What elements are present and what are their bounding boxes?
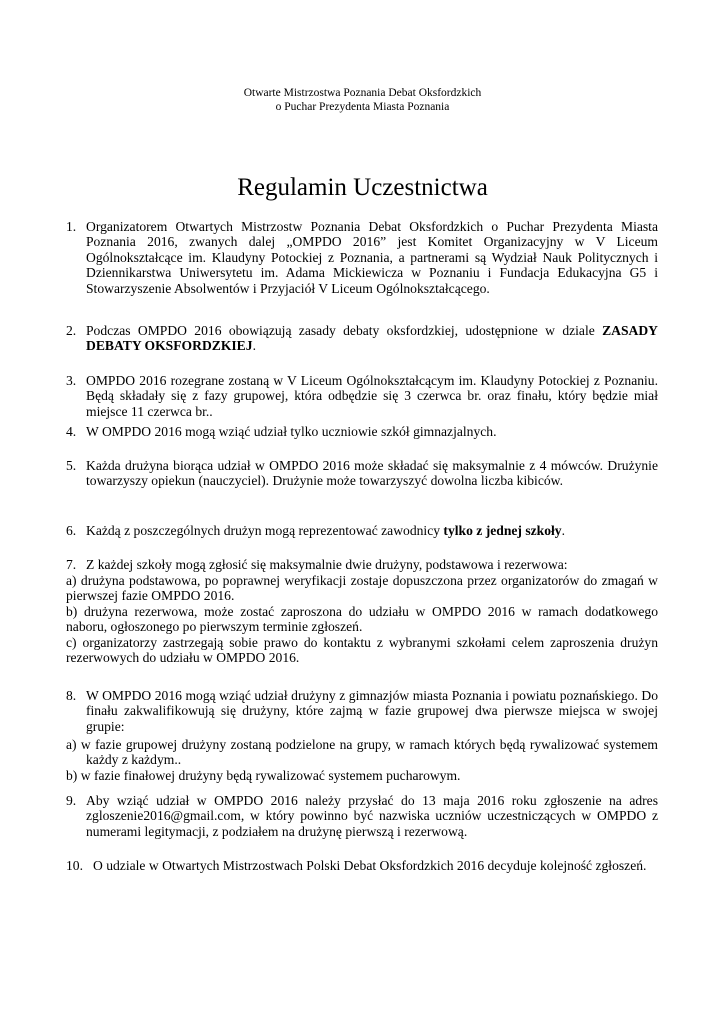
rule-number: 7. bbox=[66, 557, 77, 572]
rule-text: Każda drużyna biorąca udział w OMPDO 2016 może składać się maksymalnie z 4 mówców. Drużynie towarzyszy opiekun (nauczyciel). Drużynie może towarzyszyć dowolna liczba kibiców. bbox=[86, 458, 658, 489]
rule-text-part: . bbox=[561, 523, 566, 538]
rule-item-1 bbox=[66, 219, 658, 296]
header-line-1: Otwarte Mistrzostwa Poznania Debat Oksfordzkich bbox=[243, 87, 482, 99]
rule-7-subpoint-b: b) drużyna rezerwowa, może zostać zaproszona do udziału w OMPDO 2016 w ramach dodatkowego naboru, ogłoszonego po pierwszym terminie zgłoszeń. bbox=[66, 603, 658, 635]
rule-number: 6. bbox=[66, 523, 77, 538]
rule-text-part: . bbox=[252, 338, 256, 354]
rule-number: 9. bbox=[66, 793, 77, 808]
rule-number: 1. bbox=[66, 219, 77, 234]
rule-item-4 bbox=[66, 424, 658, 439]
rule-text-part: Każdą z poszczególnych drużyn mogą reprezentować zawodnicy bbox=[86, 523, 444, 538]
rule-text-bold: ZASADY DEBATY OKSFORDZKIEJ bbox=[86, 323, 658, 354]
rule-item-8 bbox=[66, 688, 658, 734]
rule-text: Aby wziąć udział w OMPDO 2016 należy przysłać do 13 maja 2016 roku zgłoszenie na adres zgloszenie2016@gmail.com, w który powinno być nazwiska uczniów uczestniczących w OMPDO z numerami legitymacji, z podziałem na drużynę pierwszą i rezerwową. bbox=[86, 793, 658, 839]
rule-number: 2. bbox=[66, 323, 77, 338]
rule-item-10 bbox=[66, 858, 658, 873]
header-line-2: o Puchar Prezydenta Miasta Poznania bbox=[275, 101, 450, 113]
rule-item-3 bbox=[66, 373, 658, 419]
rule-number: 8. bbox=[66, 688, 77, 703]
rule-text: Z każdej szkoły mogą zgłosić się maksymalnie dwie drużyny, podstawowa i rezerwowa: bbox=[86, 557, 568, 572]
rule-8-subpoints bbox=[66, 737, 658, 783]
rule-text-bold: tylko z jednej szkoły bbox=[443, 523, 562, 538]
rule-item-6 bbox=[66, 523, 658, 538]
rule-item-5 bbox=[66, 458, 658, 489]
rule-text-part: Podczas OMPDO 2016 obowiązują zasady debaty oksfordzkiej, udostępnione w dziale bbox=[86, 323, 603, 338]
rule-text bbox=[86, 323, 658, 354]
rule-text: Organizatorem Otwartych Mistrzostw Poznania Debat Oksfordzkich o Puchar Prezydenta Miasta Poznania 2016, zwanych dalej „OMPDO 2016” jest Komitet Organizacyjny w V Liceum Ogólnokształcące im. Klaudyny Potockiej z Poznania, a partnerami są Wydział Nauk Politycznych i Dziennikarstwa Uniwersytetu im. Adama Mickiewicza w Poznaniu i Fundacja Edukacyjna G5 i Stowarzyszenie Absolwentów i Przyjaciół V Liceum Ogólnokształcącego. bbox=[86, 219, 658, 296]
rule-item-7 bbox=[66, 557, 658, 572]
rule-text: O udziale w Otwartych Mistrzostwach Polski Debat Oksfordzkich 2016 decyduje kolejność zgłoszeń. bbox=[93, 858, 647, 873]
rule-7-subpoint-c: c) organizatorzy zastrzegają sobie prawo do kontaktu z wybranymi szkołami celem zaproszenia drużyn rezerwowych do udziału w OMPDO 2016. bbox=[66, 634, 658, 666]
rule-item-2 bbox=[66, 323, 658, 354]
rule-text: W OMPDO 2016 mogą wziąć udział tylko uczniowie szkół gimnazjalnych. bbox=[86, 424, 497, 439]
rule-8-subpoint-b: b) w fazie finałowej drużyny będą rywalizować systemem pucharowym. bbox=[66, 767, 461, 783]
rule-number: 10. bbox=[66, 858, 83, 873]
rule-8-subpoint-a: a) w fazie grupowej drużyny zostaną podzielone na grupy, w ramach których będą rywalizować systemem każdy z każdym.. bbox=[66, 737, 658, 768]
rule-7-subpoints bbox=[66, 573, 658, 665]
rule-item-9 bbox=[66, 793, 658, 839]
rule-text bbox=[86, 523, 658, 538]
rule-number: 5. bbox=[66, 458, 77, 473]
rule-text: OMPDO 2016 rozegrane zostaną w V Liceum Ogólnokształcącym im. Klaudyny Potockiej z Poznaniu. Będą składały się z fazy grupowej, która odbędzie się 3 czerwca br. oraz finału, który będzie miał miejsce 11 czerwca br.. bbox=[86, 373, 658, 419]
rule-text: W OMPDO 2016 mogą wziąć udział drużyny z gimnazjów miasta Poznania i powiatu poznańskiego. Do finału zakwalifikowują się drużyny, które zajmą w fazie grupowej dwa pierwsze miejsca w swojej grupie: bbox=[86, 688, 658, 734]
rule-number: 4. bbox=[66, 424, 77, 439]
document-header bbox=[0, 86, 725, 114]
document-title: Regulamin Uczestnictwa bbox=[237, 174, 488, 201]
rule-number: 3. bbox=[66, 373, 77, 388]
rule-7-subpoint-a: a) drużyna podstawowa, po poprawnej weryfikacji zostaje dopuszczona przez organizatorów do zmagań w pierwszej fazie OMPDO 2016. bbox=[66, 573, 658, 604]
